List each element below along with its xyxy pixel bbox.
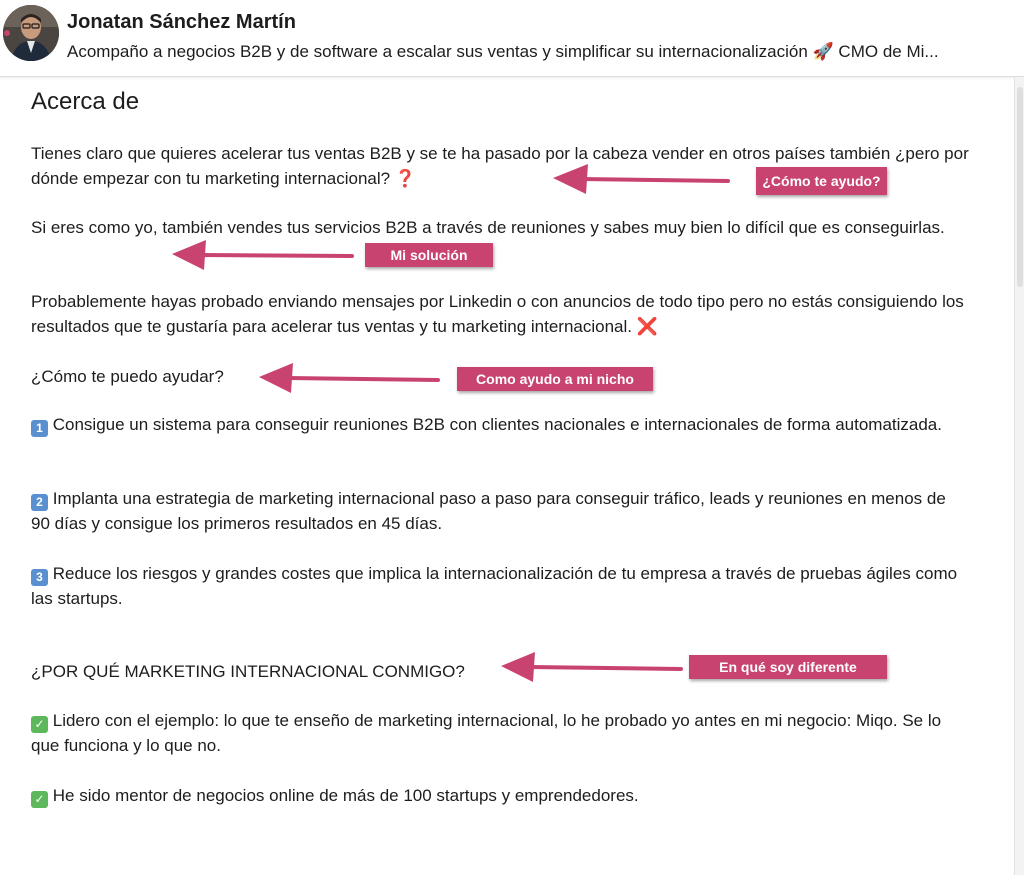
check-mark-icon: ✓ — [31, 716, 48, 733]
profile-name[interactable]: Jonatan Sánchez Martín — [67, 11, 296, 33]
scrollbar-thumb[interactable] — [1017, 87, 1023, 287]
list-item-1-text: Consigue un sistema para conseguir reuniones B2B con clientes nacionales e internacionales de forma automatizada. — [52, 415, 942, 434]
about-paragraph-1-text: Tienes claro que quieres acelerar tus ventas B2B y se te ha pasado por la cabeza vender en otros países también ¿pero por dónde empezar con tu marketing internacional? — [31, 144, 969, 188]
scrollbar[interactable] — [1014, 77, 1024, 875]
arrow-2-icon — [200, 255, 352, 256]
check-item-2-text: He sido mentor de negocios online de más de 100 startups y emprendedores. — [52, 786, 639, 805]
arrow-2-head-icon — [172, 240, 206, 270]
cross-mark-icon: ❌ — [636, 317, 658, 336]
check-item-1 — [31, 708, 961, 758]
annotation-label-4: En qué soy diferente — [689, 655, 887, 679]
why-heading: ¿POR QUÉ MARKETING INTERNACIONAL CONMIGO? — [31, 662, 465, 681]
keycap-two-icon: 2 — [31, 494, 48, 511]
annotation-label-1: ¿Cómo te ayudo? — [756, 167, 887, 195]
avatar[interactable] — [3, 5, 59, 61]
check-item-1-text: Lidero con el ejemplo: lo que te enseño de marketing internacional, lo he probado yo antes en mi negocio: Miqo. Se lo que funciona y lo que no. — [31, 711, 942, 755]
list-item-1 — [31, 412, 961, 437]
list-item-2 — [31, 486, 966, 536]
question-mark-icon: ❓ — [394, 169, 417, 188]
check-mark-icon: ✓ — [31, 791, 48, 808]
avatar-image — [3, 5, 59, 61]
annotation-label-3: Como ayudo a mi nicho — [457, 367, 653, 391]
list-item-3-text: Reduce los riesgos y grandes costes que implica la internacionalización de tu empresa a través de pruebas ágiles como las startups. — [31, 564, 958, 608]
list-item-3 — [31, 561, 966, 611]
about-paragraph-3 — [31, 289, 991, 339]
help-question: ¿Cómo te puedo ayudar? — [31, 367, 224, 386]
section-title: Acerca de — [31, 88, 140, 115]
profile-header — [0, 0, 1024, 77]
annotation-label-2: Mi solución — [365, 243, 493, 267]
check-item-2 — [31, 783, 991, 808]
about-paragraph-3-text: Probablemente hayas probado enviando mensajes por Linkedin o con anuncios de todo tipo pero no estás consiguiendo los resultados que te gustaría para acelerar tus ventas y tu marketing internacional. — [31, 292, 964, 336]
keycap-one-icon: 1 — [31, 420, 48, 437]
about-paragraph-2: Si eres como yo, también vendes tus servicios B2B a través de reuniones y sabes muy bien lo difícil que es conseguirlas. — [31, 218, 945, 237]
keycap-three-icon: 3 — [31, 569, 48, 586]
profile-headline: Acompaño a negocios B2B y de software a escalar sus ventas y simplificar su internacionalización 🚀 CMO de Mi... — [67, 42, 939, 61]
list-item-2-text: Implanta una estrategia de marketing internacional paso a paso para conseguir tráfico, leads y reuniones en menos de 90 días y consigue los primeros resultados en 45 días. — [31, 489, 946, 533]
